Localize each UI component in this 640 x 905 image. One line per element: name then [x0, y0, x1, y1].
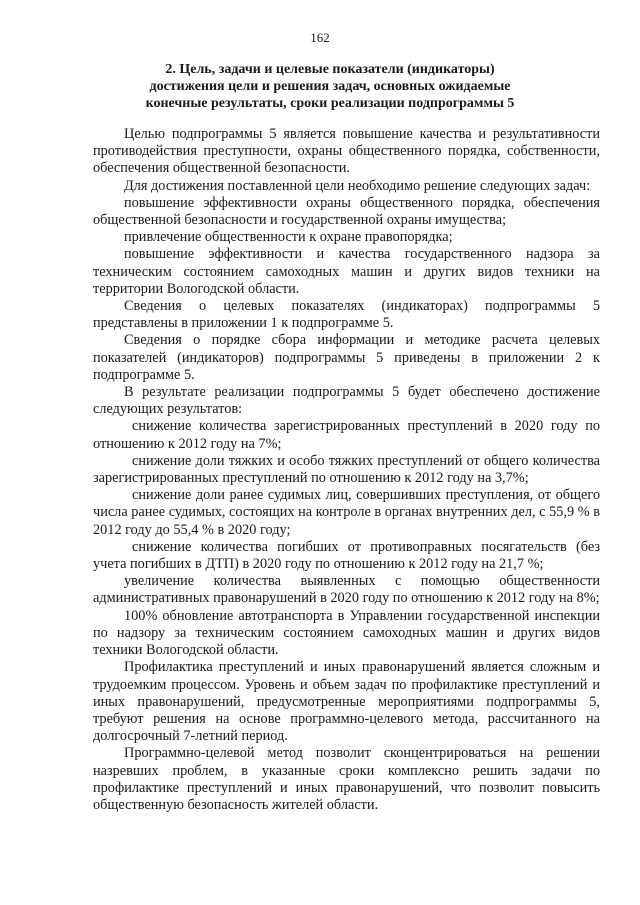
result-item-5: увеличение количества выявленных с помощью общественности административных правонарушений в 2020 году по отношению к 2012 году на 8%;: [93, 573, 600, 607]
paragraph-tasks-intro: Для достижения поставленной цели необходимо решение следующих задач:: [124, 177, 591, 194]
paragraph-goal: Целью подпрограммы 5 является повышение качества и результативности противодействия преступности, охраны общественного порядка, собственности, обеспечения общественной безопасности.: [93, 126, 600, 177]
heading-line-3: конечные результаты, сроки реализации подпрограммы 5: [145, 96, 515, 111]
task-item-1: повышение эффективности охраны общественного порядка, обеспечения общественной безопасности и государственной охраны имущества;: [93, 194, 600, 229]
page-number: 162: [310, 30, 330, 45]
paragraph-results-intro: В результате реализации подпрограммы 5 будет обеспечено достижение следующих результатов:: [93, 384, 600, 418]
paragraph-prevention: Профилактика преступлений и иных правонарушений является сложным и трудоемким процессом. Уровень и объем задач по профилактике преступлений и иных правонарушений, предусмотренные мероприятиями подпрограммы 5, требуют решения на основе программно-целевого метода, рассчитанного на долгосрочный 7-летний период.: [93, 659, 600, 745]
paragraph-program-method: Программно-целевой метод позволит сконцентрироваться на решении назревших проблем, в указанные сроки комплексно решить задачи по профилактике преступлений и иных правонарушений, что позволит повысить общественную безопасность жителей области.: [93, 745, 600, 813]
section-heading: [100, 61, 560, 112]
heading-line-1: 2. Цель, задачи и целевые показатели (индикаторы): [165, 62, 495, 77]
result-item-6: 100% обновление автотранспорта в Управлении государственной инспекции по надзору за техническим состоянием самоходных машин и других видов техники Вологодской области.: [93, 607, 600, 659]
document-body: [93, 126, 600, 814]
paragraph-method-info: Сведения о порядке сбора информации и методике расчета целевых показателей (индикаторов) подпрограммы 5 приведены в приложении 2 к подпрограмме 5.: [93, 332, 600, 383]
result-item-1: снижение количества зарегистрированных преступлений в 2020 году по отношению к 2012 году на 7%;: [93, 418, 600, 452]
result-item-2: снижение доли тяжких и особо тяжких преступлений от общего количества зарегистрированных преступлений по отношению к 2012 году на 3,7%;: [93, 452, 600, 487]
result-item-4: снижение количества погибших от противоправных посягательств (без учета погибших в ДТП) в 2020 году по отношению к 2012 году на 21,7 %;: [93, 538, 600, 573]
paragraph-indicators-info: Сведения о целевых показателях (индикаторах) подпрограммы 5 представлены в приложении 1 к подпрограмме 5.: [93, 298, 600, 332]
task-item-2: привлечение общественности к охране правопорядка;: [124, 229, 453, 246]
result-item-3: снижение доли ранее судимых лиц, совершивших преступления, от общего числа ранее судимых, состоящих на контроле в органах внутренних дел, с 55,9 % в 2012 году до 55,4 % в 2020 году;: [93, 487, 600, 538]
heading-line-2: достижения цели и решения задач, основных ожидаемые: [149, 79, 511, 94]
task-item-3: повышение эффективности и качества государственного надзора за техническим состоянием самоходных машин и других видов техники на территории Вологодской области.: [93, 246, 600, 297]
